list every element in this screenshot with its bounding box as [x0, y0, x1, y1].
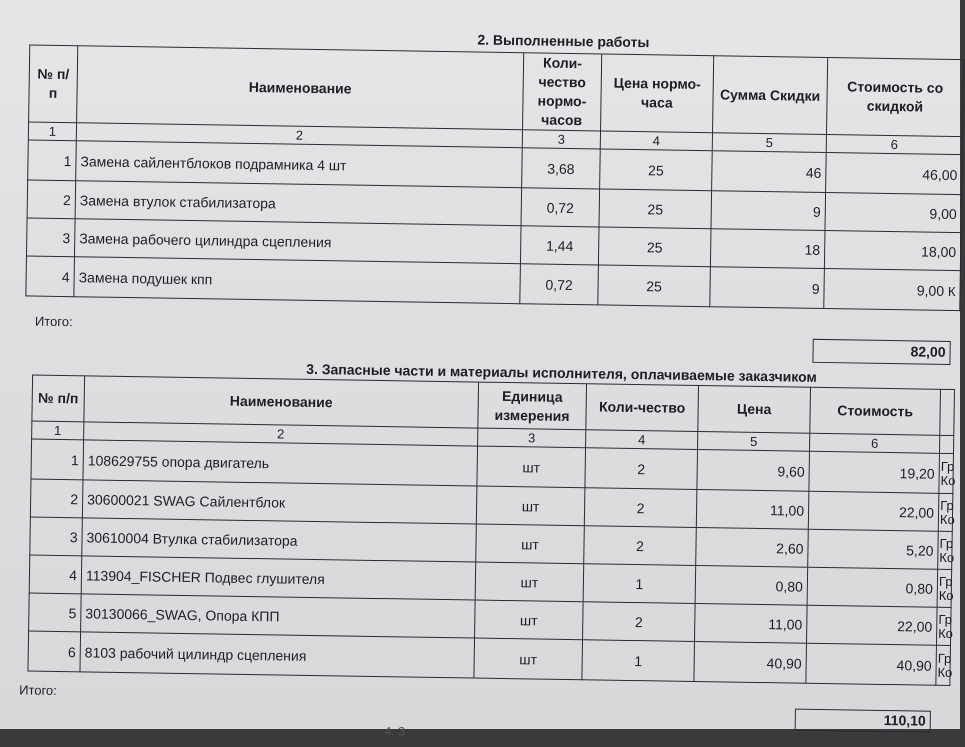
section-2-title: 2. Выполненные работы: [477, 31, 650, 51]
work-discount: 9: [710, 267, 825, 309]
work-cost: [824, 268, 961, 310]
part-qty: 1: [582, 640, 695, 682]
row-number: 1: [28, 140, 77, 181]
cut-off-edge-text: К: [947, 283, 956, 299]
works-total-value: 82,00: [812, 339, 950, 365]
cut-off-edge-text: Гр Ко: [937, 569, 952, 607]
row-number: 3: [30, 517, 83, 556]
work-hours: 0,72: [521, 188, 600, 227]
work-name: Замена подушек кпп: [74, 257, 521, 304]
header-hours: Коли-чество нормо-часов: [523, 53, 602, 131]
work-name: Замена рабочего цилиндра сцепления: [74, 219, 521, 264]
col-number: 5: [698, 432, 810, 452]
col-number: 3: [478, 428, 586, 448]
work-cost: 46,00: [826, 152, 963, 194]
col-number: 4: [600, 131, 712, 151]
header-unit: Единица измерения: [478, 382, 587, 430]
col-number: 3: [522, 130, 600, 149]
col-number: 1: [32, 421, 84, 440]
work-hours: 0,72: [520, 264, 599, 305]
part-price: 9,60: [697, 450, 810, 492]
part-price: 2,60: [696, 528, 809, 568]
work-price: 25: [598, 265, 711, 307]
work-discount: 9: [711, 191, 826, 231]
part-unit: шт: [474, 638, 583, 680]
col-number: 6: [810, 433, 940, 453]
header-num: № п/п: [32, 375, 85, 422]
work-name: Замена сайлентблоков подрамника 4 шт: [76, 141, 523, 188]
parts-table: [27, 375, 955, 686]
row-number: 4: [26, 256, 75, 297]
col-number: 6: [826, 134, 962, 154]
work-price: 25: [599, 189, 712, 229]
col-number: 1: [28, 122, 76, 141]
part-name: 30610004 Втулка стабилизатора: [82, 518, 477, 562]
cut-off-edge-text: Гр Ко: [936, 645, 951, 685]
header-name: Наименование: [77, 46, 524, 130]
header-qty: Коли-чество: [586, 384, 699, 432]
row-number: 2: [27, 180, 76, 219]
row-number: 5: [29, 593, 82, 632]
header-name: Наименование: [84, 376, 479, 428]
header-price: Цена нормо-часа: [601, 54, 714, 133]
work-discount: 46: [712, 151, 827, 193]
part-qty: 1: [583, 564, 696, 604]
part-name: 113904_FISCHER Подвес глушителя: [81, 556, 476, 600]
parts-total-label: Итого:: [19, 682, 57, 698]
works-total-label: Итого:: [34, 313, 73, 330]
part-qty: 2: [584, 526, 697, 566]
part-price: 11,00: [695, 603, 808, 643]
col-number: 2: [84, 422, 478, 446]
part-unit: шт: [475, 562, 584, 602]
part-unit: шт: [475, 600, 584, 640]
part-unit: шт: [477, 446, 586, 488]
part-cost: 5,20: [808, 529, 939, 569]
cut-off-edge-text: Гр Ко: [938, 531, 953, 569]
part-name: 30130066_SWAG, Опора КПП: [81, 594, 476, 638]
cut-off-edge-text: Гр Ко: [936, 607, 951, 645]
work-price: 25: [600, 149, 713, 191]
part-price: 11,00: [696, 490, 809, 530]
col-number-cut-off: [939, 435, 953, 453]
row-number: 4: [29, 555, 82, 594]
col-number: 2: [76, 123, 522, 148]
work-hours: 3,68: [522, 148, 601, 189]
row-number: 6: [28, 631, 81, 672]
part-name: 30600021 SWAG Сайлентблок: [82, 480, 477, 524]
header-num: № п/п: [29, 45, 78, 123]
work-cost-value: 9,00: [916, 281, 945, 299]
row-number: 2: [30, 479, 83, 518]
work-cost: 9,00: [825, 192, 962, 232]
part-qty: 2: [584, 488, 697, 528]
part-cost: 22,00: [806, 605, 937, 645]
part-price: 40,90: [694, 641, 807, 683]
work-price: 25: [598, 227, 711, 267]
part-name: 108629755 опора двигатель: [83, 440, 478, 486]
header-cost: Стоимость со скидкой: [826, 58, 963, 137]
header-price: Цена: [698, 386, 811, 434]
next-section-fragment: 4. З: [384, 724, 406, 739]
col-number: 4: [586, 430, 698, 450]
part-cost: 0,80: [807, 567, 938, 607]
cut-off-edge-text: Гр Ко: [938, 493, 953, 531]
part-unit: шт: [476, 486, 585, 526]
col-number: 5: [712, 133, 826, 153]
header-cost: Стоимость: [810, 387, 941, 435]
part-cost: 19,20: [809, 451, 940, 493]
row-number: 1: [31, 439, 84, 480]
part-name: 8103 рабочий цилиндр сцепления: [80, 632, 475, 678]
work-cost: 18,00: [824, 230, 961, 270]
part-cost: 40,90: [806, 643, 937, 685]
cut-off-edge-text: Гр Ко: [939, 453, 954, 493]
part-qty: 2: [583, 602, 696, 642]
section-3-title: 3. Запасные части и материалы исполнителя, оплачиваемые заказчиком: [306, 360, 817, 385]
row-number: 3: [26, 218, 75, 257]
work-name: Замена втулок стабилизатора: [75, 181, 522, 226]
part-cost: 22,00: [808, 491, 939, 531]
part-price: 0,80: [695, 565, 808, 605]
part-unit: шт: [476, 524, 585, 564]
work-discount: 18: [710, 229, 825, 269]
work-hours: 1,44: [520, 226, 599, 265]
parts-total-value: 110,10: [795, 709, 931, 733]
header-cut-off: [940, 389, 955, 435]
part-qty: 2: [585, 448, 698, 490]
header-discount: Сумма Скидки: [713, 56, 828, 135]
works-table: [25, 44, 964, 311]
